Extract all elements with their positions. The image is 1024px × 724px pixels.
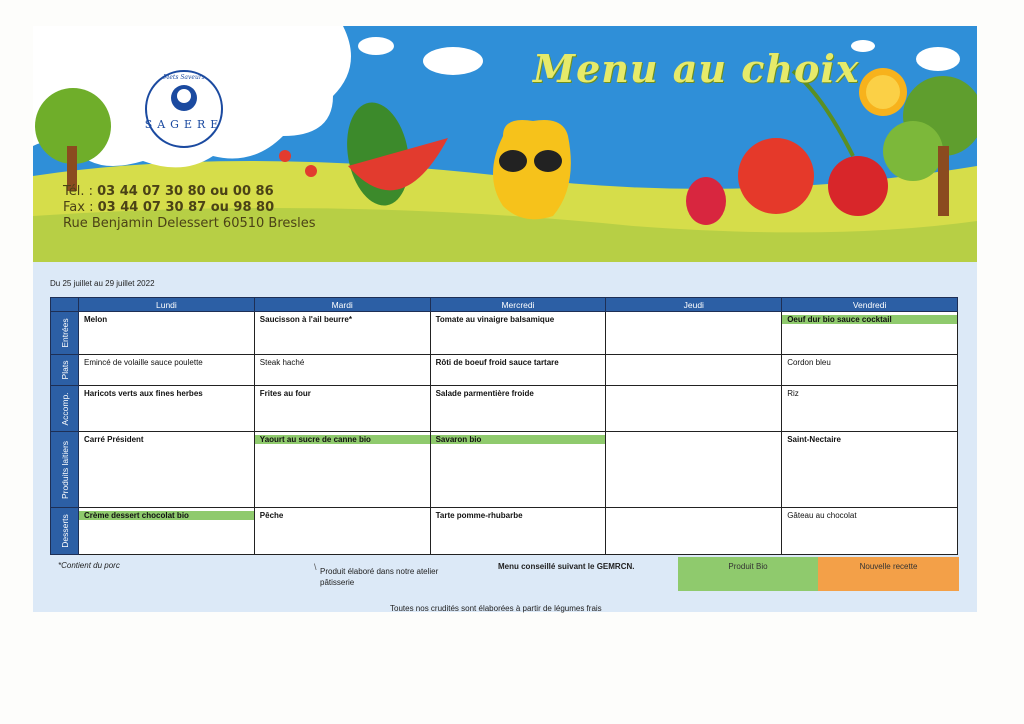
dish-name: Melon	[84, 315, 108, 324]
course-label-text: Entrées	[59, 318, 70, 348]
dish-name: Saucisson à l'ail beurre*	[259, 315, 352, 324]
menu-cell	[430, 508, 606, 555]
menu-cell	[606, 508, 782, 555]
fax-label: Fax :	[63, 200, 94, 215]
course-label	[51, 432, 79, 508]
dish-name: Frites au four	[259, 389, 311, 398]
dish-name: Tomate au vinaigre balsamique	[435, 315, 555, 324]
menu-row	[51, 355, 958, 386]
dish-name: Salade parmentière froide	[435, 389, 534, 398]
course-label	[51, 386, 79, 432]
address-line: Rue Benjamin Delessert 60510 Bresles	[63, 216, 316, 231]
fax-line	[63, 200, 316, 216]
course-label-text: Desserts	[59, 514, 70, 548]
phone-value: 03 44 07 30 80 ou 00 86	[97, 184, 274, 199]
dish-name: Pêche	[259, 511, 284, 520]
dish-name: Saint-Nectaire	[787, 435, 841, 444]
table-corner	[51, 298, 79, 312]
legend-bio: Produit Bio	[678, 557, 818, 591]
menu-cell	[79, 312, 255, 355]
dish-name: Yaourt au sucre de canne bio	[255, 435, 430, 444]
dish-name: Steak haché	[259, 358, 305, 367]
course-label-text: Produits laitiers	[59, 440, 70, 499]
menu-cell	[782, 386, 958, 432]
pastry-mark-icon: \	[314, 562, 317, 572]
menu-cell	[782, 312, 958, 355]
menu-body	[51, 312, 958, 555]
menu-cell	[606, 432, 782, 508]
menu-cell	[430, 312, 606, 355]
phone-line	[63, 184, 316, 200]
logo-name: SAGERE	[144, 118, 224, 131]
menu-cell	[430, 355, 606, 386]
menu-cell	[782, 355, 958, 386]
fax-value: 03 44 07 30 87 ou 98 80	[97, 200, 275, 215]
day-header: Mercredi	[430, 298, 606, 312]
menu-cell	[782, 508, 958, 555]
dish-name: Savaron bio	[431, 435, 606, 444]
contact-block	[63, 184, 316, 232]
legend-new-recipe: Nouvelle recette	[818, 557, 959, 591]
menu-row	[51, 386, 958, 432]
dish-name: Riz	[787, 389, 799, 398]
dish-name: Oeuf dur bio sauce cocktail	[782, 315, 957, 324]
dish-name: Haricots verts aux fines herbes	[84, 389, 203, 398]
course-label	[51, 508, 79, 555]
day-header: Vendredi	[782, 298, 958, 312]
day-header: Mardi	[254, 298, 430, 312]
menu-cell	[79, 355, 255, 386]
menu-cell	[79, 508, 255, 555]
menu-cell	[254, 386, 430, 432]
course-label-text: Plats	[59, 360, 70, 380]
menu-cell	[254, 355, 430, 386]
menu-cell	[606, 386, 782, 432]
menu-row	[51, 508, 958, 555]
day-header: Jeudi	[606, 298, 782, 312]
menu-period: Du 25 juillet au 29 juillet 2022	[50, 279, 155, 288]
menu-cell	[782, 432, 958, 508]
dish-name: Crème dessert chocolat bio	[79, 511, 254, 520]
crudites-note: Toutes nos crudités sont élaborées à partir de légumes frais	[390, 604, 602, 613]
page-title: Menu au choix	[533, 46, 860, 91]
dish-name: Carré Président	[84, 435, 144, 444]
dish-name: Cordon bleu	[787, 358, 831, 367]
porc-note: *Contient du porc	[58, 561, 120, 570]
menu-cell	[79, 386, 255, 432]
header-banner	[33, 26, 977, 262]
menu-cell	[79, 432, 255, 508]
menu-table	[50, 297, 958, 555]
course-label-text: Accomp.	[59, 391, 70, 426]
course-label	[51, 355, 79, 386]
phone-label: Tél. :	[63, 184, 93, 199]
menu-cell	[254, 432, 430, 508]
day-header: Lundi	[79, 298, 255, 312]
day-header-row	[51, 298, 958, 312]
menu-row	[51, 312, 958, 355]
menu-cell	[606, 312, 782, 355]
gemrcn-note: Menu conseillé suivant le GEMRCN.	[498, 562, 635, 571]
dish-name: Tarte pomme-rhubarbe	[435, 511, 523, 520]
atelier-note	[314, 562, 470, 588]
menu-cell	[254, 508, 430, 555]
menu-cell	[254, 312, 430, 355]
sagere-logo	[141, 66, 227, 152]
menu-row	[51, 432, 958, 508]
menu-cell	[606, 355, 782, 386]
menu-cell	[430, 432, 606, 508]
dish-name: Gâteau au chocolat	[787, 511, 857, 520]
atelier-note-text: Produit élaboré dans notre atelier pâtisserie	[320, 567, 439, 587]
course-label	[51, 312, 79, 355]
logo-tagline: Mets Saveurs	[163, 74, 205, 81]
dish-name: Emincé de volaille sauce poulette	[84, 358, 203, 367]
menu-cell	[430, 386, 606, 432]
dish-name: Rôti de boeuf froid sauce tartare	[435, 358, 559, 367]
